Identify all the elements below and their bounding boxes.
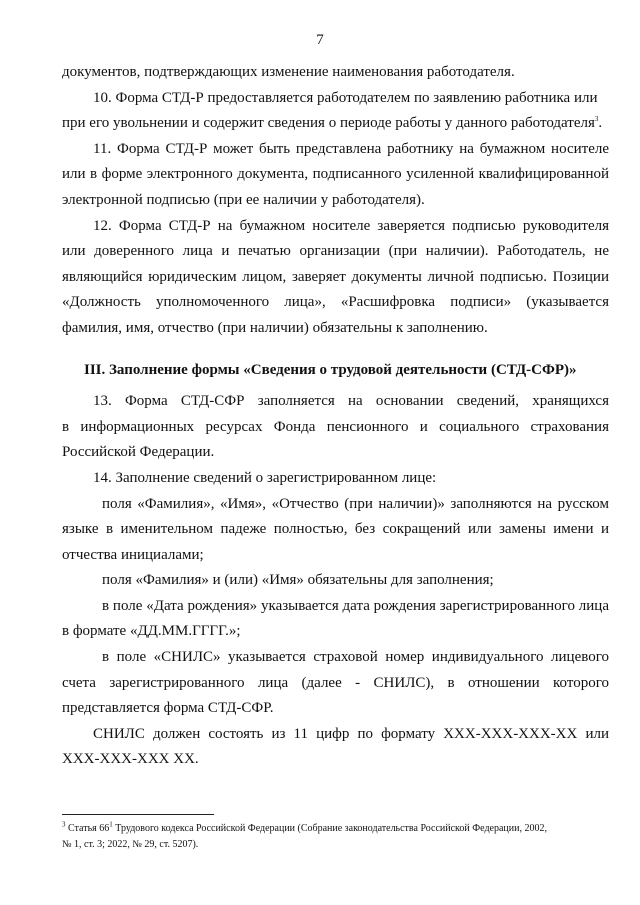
paragraph-line: 11. Форма СТД-Р может быть представлена работнику на бумажном носителе	[93, 140, 609, 157]
paragraph-line: 14. Заполнение сведений о зарегистрированном лице:	[93, 469, 437, 486]
paragraph-line: представляется форма СТД-СФР.	[62, 700, 274, 717]
footnote-marker: 3	[62, 820, 66, 829]
section-spacer	[62, 342, 609, 358]
paragraph-line: электронной подписью (при ее наличии у работодателя).	[62, 191, 425, 208]
paragraph-line: «Должность уполномоченного лица», «Расшифровка подписи» (указывается	[62, 294, 609, 311]
paragraph-line: или доверенного лица и печатью организации (при наличии). Работодатель, не	[62, 243, 609, 260]
footnote-separator	[62, 814, 214, 815]
footnote-reference: 3	[594, 115, 599, 124]
footnote-line	[62, 821, 609, 837]
paragraph-text: при его увольнении и содержит сведения о периоде работы у данного работодателя	[62, 115, 595, 132]
paragraph-line: или в форме электронного документа, подписанного усиленной квалифицированной	[62, 166, 609, 183]
footnote	[62, 821, 609, 853]
paragraph-line	[62, 111, 609, 137]
footnote-line: № 1, ст. 3; 2022, № 29, ст. 5207).	[62, 839, 199, 850]
document-body	[62, 60, 609, 773]
paragraph-line: счета зарегистрированного лица (далее - СНИЛС), в отношении которого	[62, 674, 609, 691]
paragraph-line: Российской Федерации.	[62, 444, 215, 461]
paragraph-text: 10. Форма СТД-Р предоставляется работодателем по заявлению работника или	[93, 89, 598, 106]
paragraph-line: в информационных ресурсах Фонда пенсионного и социального страхования	[62, 418, 609, 435]
paragraph-line: в поле «СНИЛС» указывается страховой номер индивидуального лицевого	[102, 649, 609, 666]
paragraph-line: языке в именительном падеже полностью, без сокращений или замены имени и	[62, 521, 609, 538]
paragraph-line: ХХХ-ХХХ-ХХХ ХХ.	[62, 751, 199, 768]
paragraph-line: фамилия, имя, отчество (при наличии) обязательны к заполнению.	[62, 319, 488, 336]
paragraph-line: СНИЛС должен состоять из 11 цифр по формату ХХХ-ХХХ-ХХХ-ХХ или	[93, 725, 609, 742]
paragraph-line: в формате «ДД.ММ.ГГГГ.»;	[62, 623, 241, 640]
paragraph-text: .	[598, 115, 603, 132]
footnote-text: Трудового кодекса Российской Федерации (Собрание законодательства Российской Федерации, 2002,	[112, 823, 547, 834]
paragraph-line	[62, 86, 609, 112]
page-number: 7	[316, 32, 324, 48]
paragraph-line: поля «Фамилия» и (или) «Имя» обязательны для заполнения;	[102, 572, 494, 589]
paragraph-line: документов, подтверждающих изменение наименования работодателя.	[62, 64, 515, 80]
paragraph-line: являющийся юридическим лицом, заверяет документы личной подписью. Позиции	[62, 268, 609, 285]
article-superscript: 1	[109, 820, 113, 829]
paragraph-line: отчества инициалами;	[62, 546, 204, 563]
paragraph-line: 13. Форма СТД-СФР заполняется на основании сведений, хранящихся	[93, 393, 609, 410]
paragraph-line: в поле «Дата рождения» указывается дата рождения зарегистрированного лица	[102, 597, 609, 614]
footnote-text: Статья 66	[68, 823, 110, 834]
paragraph-line: 12. Форма СТД-Р на бумажном носителе заверяется подписью руководителя	[93, 217, 609, 234]
section-heading: III. Заполнение формы «Сведения о трудовой деятельности (СТД-СФР)»	[84, 361, 577, 378]
paragraph-line: поля «Фамилия», «Имя», «Отчество (при наличии)» заполняются на русском	[102, 495, 609, 512]
